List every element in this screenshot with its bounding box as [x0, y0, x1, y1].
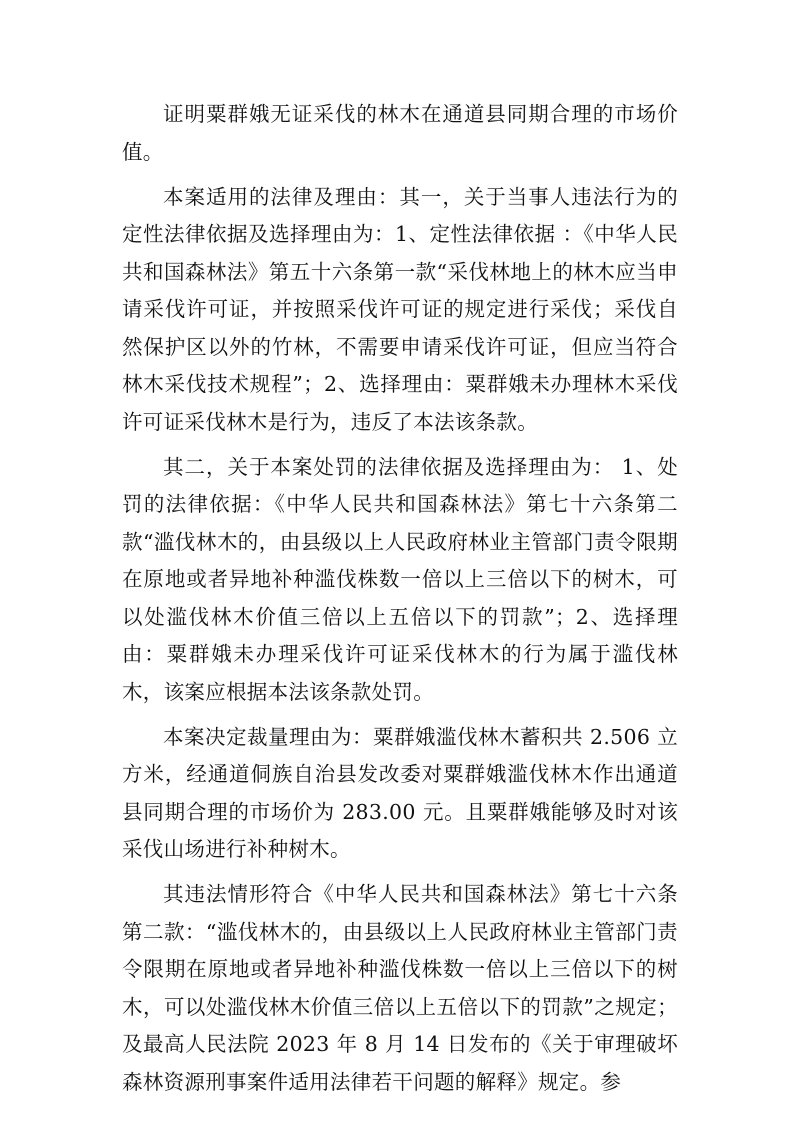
paragraph-discretion-reason: 本案决定裁量理由为：粟群娥滥伐林木蓄积共 2.506 立方米，经通道侗族自治县发改委对粟群娥滥伐林木作出通道县同期合理的市场价为 283.00 元。且粟群娥能够及时对该采伐山场进行补种树木。	[122, 724, 678, 861]
paragraph-violation-conformity: 其违法情形符合《中华人民共和国森林法》第七十六条第二款：“滥伐林木的，由县级以上人民政府林业主管部门责令限期在原地或者异地补种滥伐株数一倍以上三倍以下的树木，可以处滥伐林木价值三倍以上五倍以下的罚款”之规定；及最高人民法院 2023 年 8 月 14 日发布的《关于审理破坏森林资源刑事案件适用法律若干问题的解释》规定。参	[122, 882, 678, 1094]
document-body	[122, 96, 678, 1109]
paragraph-applicable-law: 本案适用的法律及理由：其一，关于当事人违法行为的定性法律依据及选择理由为：1、定性法律依据 ：《中华人民共和国森林法》第五十六条第一款“采伐林地上的林木应当申请采伐许可证，并按照采伐许可证的规定进行采伐；采伐自然保护区以外的竹林，不需要申请采伐许可证，但应当符合林木采伐技术规程”；2、选择理由：粟群娥未办理林木采伐许可证采伐林木是行为，违反了本法该条款。	[122, 184, 678, 434]
paragraph-penalty-basis: 其二，关于本案处罚的法律依据及选择理由为： 1、处罚的法律依据：《中华人民共和国森林法》第七十六条第二款“滥伐林木的，由县级以上人民政府林业主管部门责令限期在原地或者异地补种滥伐株数一倍以上三倍以下的树木，可以处滥伐林木价值三倍以上五倍以下的罚款”；2、选择理由：粟群娥未办理采伐许可证采伐林木的行为属于滥伐林木，该案应根据本法该条款处罚。	[122, 454, 678, 704]
paragraph-market-value: 证明粟群娥无证采伐的林木在通道县同期合理的市场价值。	[122, 102, 678, 164]
